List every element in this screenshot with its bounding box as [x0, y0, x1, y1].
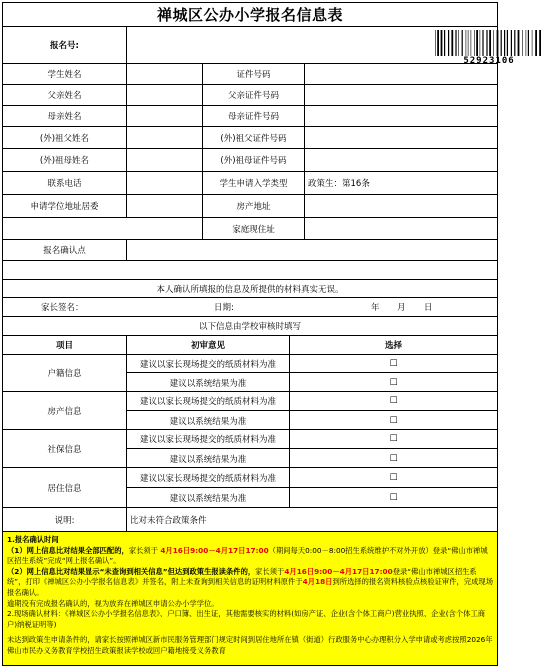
title-row	[3, 3, 497, 27]
student-name-label: 学生姓名	[47, 70, 82, 80]
checkbox-property-paper[interactable]: ☐	[289, 392, 497, 411]
notes-online-matched: （1）网上信息比对结果全部匹配的，家长须于 4月16日9:00－4月17日17:00（期间每天0:00－8:00招生系统维护不对外开放）登录“佛山市禅城区招生系统”完成“网上报名确认”。	[7, 545, 488, 566]
barcode-bars	[434, 30, 544, 56]
notes-non-policy: 未达到政策生申请条件的，请家长按照禅城区新市民服务管理部门规定时间到居住地所在镇（街道）行政服务中心办理积分入学申请或考虑按照2026年佛山市民办义务教育学校招生政策报读学校或回户籍地接受义务教育	[7, 635, 493, 655]
barcode-bar	[468, 30, 469, 56]
barcode-bar	[474, 30, 475, 56]
barcode-bar	[435, 30, 436, 56]
barcode-bar	[480, 30, 481, 56]
phone-row	[3, 172, 497, 195]
grandfather-name-label: (外)祖父姓名	[39, 133, 90, 144]
form-title: 禅城区公办小学报名信息表	[156, 6, 343, 24]
barcode-number: 52923106	[463, 56, 515, 66]
year-label: 年	[371, 303, 380, 313]
entry-type-value: 政策生：第16条	[304, 172, 497, 194]
reg-no-label: 报名号:	[50, 41, 79, 51]
checkbox-residence-paper[interactable]: ☐	[289, 468, 497, 488]
date-label: 日期:	[214, 303, 234, 313]
address-row	[3, 195, 497, 218]
entry-type-label: 学生申请入学类型	[202, 172, 304, 194]
checkbox-residence-system[interactable]: ☐	[289, 488, 497, 508]
col-choice: 选择	[289, 336, 497, 354]
student-row	[3, 64, 497, 85]
blank-row	[3, 261, 497, 280]
review-group-household	[3, 355, 497, 392]
barcode-bar	[501, 30, 502, 56]
family-address-label: 家庭现住址	[202, 218, 304, 239]
opinion-household-paper: 建议以家长现场提交的纸质材料为准	[126, 355, 289, 373]
barcode-bar	[471, 30, 472, 56]
phone-value[interactable]	[126, 172, 202, 194]
reg-no-value	[126, 27, 515, 66]
barcode	[434, 30, 544, 68]
father-name-value[interactable]	[126, 85, 202, 105]
opinion-residence-paper: 建议以家长现场提交的纸质材料为准	[126, 468, 289, 488]
mother-name-label: 母亲姓名	[47, 112, 82, 122]
review-group-property	[3, 392, 497, 430]
declaration-row	[3, 280, 497, 298]
remark-row	[3, 508, 497, 531]
barcode-bar	[458, 30, 459, 56]
father-name-label: 父亲姓名	[47, 91, 82, 101]
group-name-social: 社保信息	[47, 444, 82, 455]
barcode-bar	[441, 30, 443, 56]
barcode-bar	[451, 30, 453, 56]
col-item: 项目	[55, 341, 73, 351]
review-header: 以下信息由学校审核时填写	[198, 322, 301, 332]
group-name-household: 户籍信息	[47, 369, 82, 379]
barcode-bar	[482, 30, 483, 56]
reg-confirm-label: 报名确认点	[43, 246, 86, 256]
day-label: 日	[424, 303, 433, 313]
barcode-bar	[522, 30, 523, 56]
barcode-bar	[466, 30, 467, 56]
mother-name-value[interactable]	[126, 106, 202, 126]
barcode-bar	[514, 30, 515, 56]
notes-online-not-found: （2）网上信息比对结果显示“未查询到相关信息”但达到政策生报读条件的，家长须于4月16日9:00－4月17日17:00登录“佛山市禅城区招生系统”，打印《禅城区公办小学报名信息表》并签名，附上未查询到相关信息的证明材料原件于4月18日到所选择的报名资料核验点核验证审件，完成现场报名确认。	[7, 566, 494, 597]
review-group-residence	[3, 468, 497, 508]
notes-heading: 1.报名确认时间	[7, 535, 59, 544]
remark-value: 比对未符合政策条件	[126, 508, 497, 531]
group-name-property: 房产信息	[47, 406, 82, 417]
reg-confirm-row	[3, 240, 497, 261]
notes-overdue: 逾期没有完成报名确认的，视为放弃在禅城区申请公办小学学位。	[7, 598, 219, 608]
checkbox-social-system[interactable]: ☐	[289, 449, 497, 468]
checkbox-property-system[interactable]: ☐	[289, 411, 497, 430]
barcode-bar	[493, 30, 494, 56]
student-id-value[interactable]	[304, 64, 497, 84]
declaration-text: 本人确认所填报的信息及所提供的材料真实无误。	[156, 284, 344, 295]
grandfather-id-value[interactable]	[304, 127, 497, 148]
barcode-bar	[486, 30, 487, 56]
barcode-bar	[437, 30, 439, 56]
property-address-label: 房产地址	[202, 195, 304, 217]
barcode-bar	[526, 30, 527, 56]
review-group-social	[3, 430, 497, 468]
family-address-value[interactable]	[304, 218, 497, 239]
notes-materials: 2.现场确认材料：《禅城区公办小学报名信息表》、户口簿、出生证，其他需要核实的材料(如房产证、企业(含个体工商户)营业执照、企业(含个体工商户)纳税证明等)	[7, 609, 486, 629]
student-name-value[interactable]	[126, 64, 202, 84]
notes-box	[3, 531, 497, 665]
mother-id-label: 母亲证件号码	[202, 106, 304, 126]
remark-label: 说明:	[54, 515, 75, 526]
barcode-bar	[489, 30, 491, 56]
grandmother-id-value[interactable]	[304, 149, 497, 171]
apply-address-value[interactable]	[126, 195, 202, 217]
registration-form	[2, 2, 515, 666]
father-id-value[interactable]	[304, 85, 497, 105]
barcode-bar	[444, 30, 445, 56]
opinion-property-paper: 建议以家长现场提交的纸质材料为准	[126, 392, 289, 411]
checkbox-household-system[interactable]: ☐	[289, 373, 497, 392]
property-address-value[interactable]	[304, 195, 497, 217]
grandmother-name-value[interactable]	[126, 149, 202, 171]
mother-id-value[interactable]	[304, 106, 497, 126]
barcode-bar	[497, 30, 499, 56]
mother-row	[3, 106, 497, 127]
barcode-bar	[504, 30, 505, 56]
parent-signature-label: 家长签名：	[41, 303, 84, 313]
month-label: 月	[397, 303, 406, 313]
barcode-bar	[511, 30, 512, 56]
family-address-row	[3, 218, 497, 240]
family-address-blank	[3, 218, 202, 239]
grandmother-name-label: (外)祖母姓名	[39, 156, 90, 166]
barcode-bar	[528, 30, 529, 56]
reg-confirm-value[interactable]	[126, 240, 497, 260]
phone-label: 联系电话	[47, 179, 82, 189]
checkbox-household-paper[interactable]: ☐	[289, 355, 497, 373]
barcode-bar	[448, 30, 449, 56]
barcode-bar	[462, 30, 463, 56]
barcode-bar	[455, 30, 456, 56]
group-name-residence: 居住信息	[47, 483, 82, 494]
opinion-residence-system: 建议以系统结果为准	[126, 488, 289, 508]
opinion-property-system: 建议以系统结果为准	[126, 411, 289, 430]
opinion-household-system: 建议以系统结果为准	[126, 373, 289, 392]
grandfather-name-value[interactable]	[126, 127, 202, 148]
barcode-bar	[532, 30, 533, 56]
col-opinion: 初审意见	[126, 336, 289, 354]
grandmother-row	[3, 149, 497, 172]
barcode-bar	[535, 30, 537, 56]
grandfather-row	[3, 127, 497, 149]
grandfather-id-label: (外)祖父证件号码	[202, 127, 304, 148]
review-table-header	[3, 336, 497, 355]
father-row	[3, 85, 497, 106]
apply-address-label: 申请学位地址居委	[30, 202, 99, 212]
barcode-bar	[518, 30, 520, 56]
student-id-label: 证件号码	[202, 64, 304, 84]
barcode-bar	[539, 30, 541, 56]
review-header-row	[3, 317, 497, 336]
father-id-label: 父亲证件号码	[202, 85, 304, 105]
opinion-social-paper: 建议以家长现场提交的纸质材料为准	[126, 430, 289, 449]
grandmother-id-label: (外)祖母证件号码	[202, 149, 304, 171]
checkbox-social-paper[interactable]: ☐	[289, 430, 497, 449]
reg-no-row	[3, 27, 515, 66]
barcode-bar	[507, 30, 508, 56]
opinion-social-system: 建议以系统结果为准	[126, 449, 289, 468]
barcode-bar	[476, 30, 478, 56]
signature-row	[3, 298, 497, 317]
